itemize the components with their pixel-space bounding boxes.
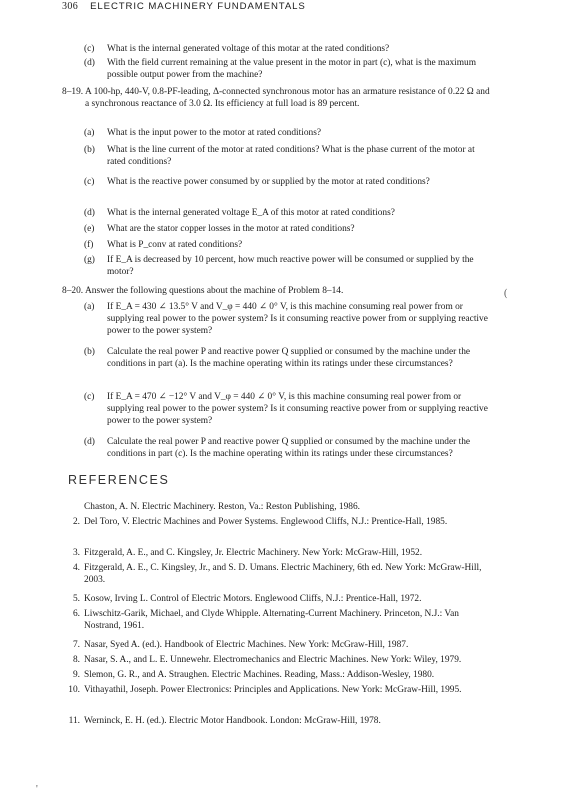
problem-8-19-part-c: (c) What is the reactive power consumed by or supplied by the motor at rated conditions? [84, 177, 430, 187]
problem-8-20-part-d: (d) Calculate the real power P and reactive power Q supplied or consumed by the machine under the conditions in part (c). Is the machine operating within its ratings under these circumstances? [84, 437, 471, 459]
problem-8-19-part-f: (f) What is P_conv at rated conditions? [84, 240, 243, 250]
problem-8-19-part-e: (e) What are the stator copper losses in the motor at rated conditions? [84, 224, 355, 234]
problem-8-20-text: Answer the following questions about the machine of Problem 8–14. [85, 286, 344, 296]
reference-item-11: 11. Werninck, E. H. (ed.). Electric Motor Handbook. London: McGraw-Hill, 1978. [68, 716, 381, 726]
problem-8-20-part-a: (a) If E_A = 430 ∠ 13.5° V and V_φ = 440 ∠ 0° V, is this machine consuming real power from or supplying real power to the power system? Is it consuming reactive power from or supplying reactive power to the power system? [84, 302, 488, 336]
problem-8-19-part-d: (d) What is the internal generated voltage E_A of this motor at rated conditions? [84, 208, 395, 218]
reference-item-6: 6. Liwschitz-Garik, Michael, and Clyde Whipple. Alternating-Current Machinery. Princeton, N.J.: Van Nostrand, 1961. [72, 609, 459, 631]
problem-8-19-part-b: (b) What is the line current of the motor at rated conditions? What is the phase current of the motor at rated conditions? [84, 145, 475, 167]
reference-item-8: 8. Nasar, S. A., and L. E. Unnewehr. Electromechanics and Electric Machines. New York: Wiley, 1979. [72, 655, 462, 665]
reference-item-10: 10. Vithayathil, Joseph. Power Electronics: Principles and Applications. New York: McGraw-Hill, 1995. [68, 685, 462, 695]
problem-8-20-number: 8–20. [62, 286, 84, 296]
problem-8-19-part-a: (a) What is the input power to the motor at rated conditions? [84, 128, 322, 138]
running-title: ELECTRIC MACHINERY FUNDAMENTALS [90, 1, 306, 12]
reference-item-4: 4. Fitzgerald, A. E., C. Kingsley, Jr., and S. D. Umans. Electric Machinery, 6th ed. New York: McGraw-Hill, 2003. [72, 563, 482, 585]
prev-part-d: (d) With the field current remaining at the value present in the motor in part (c), what is the maximum possible output power from the machine? [84, 58, 477, 80]
margin-mark: ( [504, 288, 508, 299]
reference-item-1: Chaston, A. N. Electric Machinery. Reston, Va.: Reston Publishing, 1986. [84, 502, 361, 512]
corner-mark: ' [36, 784, 38, 795]
problem-8-19-number: 8–19. [62, 87, 84, 97]
page-number: 306 [62, 1, 79, 12]
problem-8-19-part-g: (g) If E_A is decreased by 10 percent, how much reactive power will be consumed or supplied by the motor? [84, 255, 474, 277]
problem-8-19-text: A 100-hp, 440-V, 0.8-PF-leading, Δ-connected synchronous motor has an armature resistance of 0.22 Ω and a synchronous reactance of 3.0 Ω. Its efficiency at full load is 89 percent. [85, 87, 490, 109]
problem-8-20-part-b: (b) Calculate the real power P and reactive power Q supplied or consumed by the machine under the conditions in part (a). Is the machine operating within its ratings under these circumstances? [84, 347, 471, 369]
references-heading: REFERENCES [68, 473, 170, 487]
prev-part-c: (c) What is the internal generated voltage of this motar at the rated conditions? [84, 44, 390, 54]
reference-item-3: 3. Fitzgerald, A. E., and C. Kingsley, Jr. Electric Machinery. New York: McGraw-Hill, 1952. [72, 548, 423, 558]
reference-item-5: 5. Kosow, Irving L. Control of Electric Motors. Englewood Cliffs, N.J.: Prentice-Hall, 1972. [72, 594, 422, 604]
reference-item-2: 2. Del Toro, V. Electric Machines and Power Systems. Englewood Cliffs, N.J.: Prentice-Hall, 1985. [72, 517, 448, 527]
problem-8-20-part-c: (c) If E_A = 470 ∠ −12° V and V_φ = 440 ∠ 0° V, is this machine consuming real power from or supplying real power to the power system? Is it consuming reactive power from or supplying reactive power to the power system? [84, 392, 488, 426]
reference-item-9: 9. Slemon, G. R., and A. Straughen. Electric Machines. Reading, Mass.: Addison-Wesley, 1980. [72, 670, 435, 680]
running-header [62, 1, 306, 13]
reference-item-7: 7. Nasar, Syed A. (ed.). Handbook of Electric Machines. New York: McGraw-Hill, 1987. [72, 640, 409, 650]
